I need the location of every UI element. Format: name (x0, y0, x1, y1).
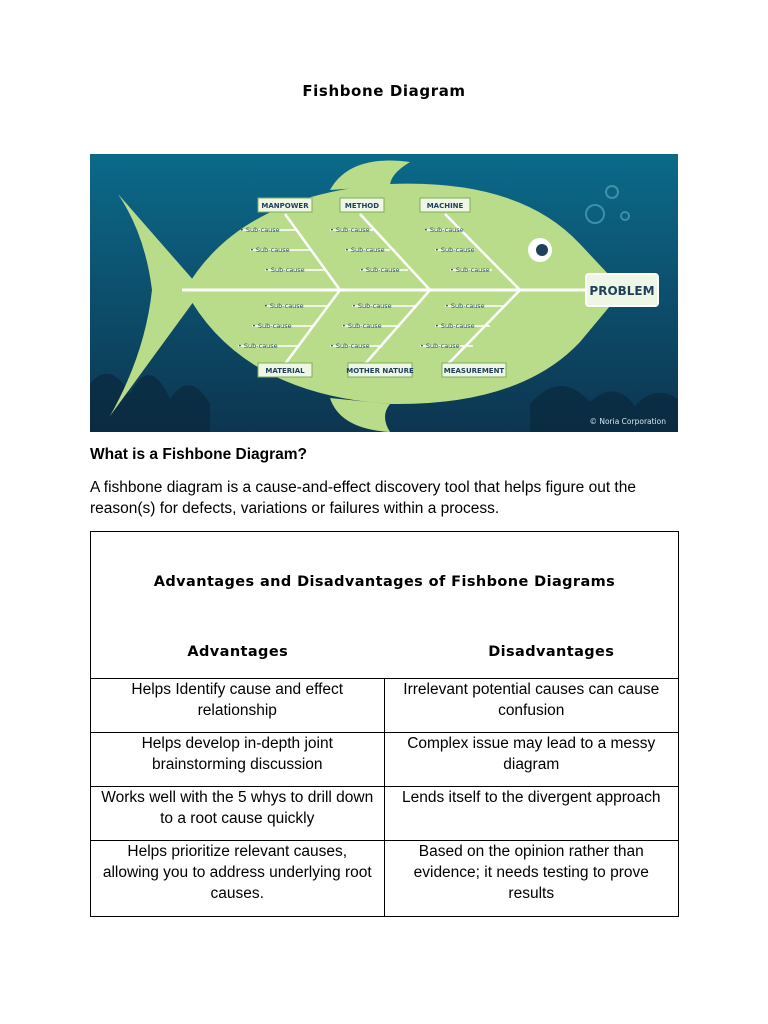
header-advantages: Advantages (187, 644, 289, 660)
advantage-cell: Helps Identify cause and effect relationship (91, 679, 385, 732)
disadvantage-cell: Irrelevant potential causes can cause confusion (403, 681, 660, 719)
figure-credit: © Noria Corporation (589, 417, 666, 426)
table-row (91, 733, 678, 787)
section-heading: What is a Fishbone Diagram? (90, 446, 308, 463)
disadvantage-cell: Lends itself to the divergent approach (401, 789, 661, 806)
fishbone-svg (90, 154, 678, 432)
subcause-label: • Sub-cause (420, 342, 460, 350)
subcause-label: • Sub-cause (360, 266, 400, 274)
label-method: METHOD (344, 202, 380, 210)
label-mother-nature: MOTHER NATURE (346, 367, 414, 375)
label-measurement: MEASUREMENT (443, 367, 505, 375)
advantage-cell: Helps develop in-depth joint brainstorming discussion (91, 733, 385, 786)
table-row (91, 787, 678, 841)
subcause-label: • Sub-cause (265, 266, 305, 274)
document-title: Fishbone Diagram (302, 82, 466, 100)
subcause-label: • Sub-cause (264, 302, 304, 310)
advantages-table (90, 531, 679, 917)
label-manpower: MANPOWER (261, 202, 309, 210)
subcause-label: • Sub-cause (450, 266, 490, 274)
subcause-label: • Sub-cause (238, 342, 278, 350)
subcause-label: • Sub-cause (252, 322, 292, 330)
fishbone-illustration (90, 154, 678, 432)
subcause-label: • Sub-cause (352, 302, 392, 310)
disadvantage-cell: Complex issue may lead to a messy diagram (407, 735, 656, 773)
label-machine: MACHINE (426, 202, 464, 210)
subcause-label: • Sub-cause (345, 246, 385, 254)
intro-paragraph: A fishbone diagram is a cause-and-effect discovery tool that helps figure out the reason(s) for defects, variations or failures within a process. (90, 479, 636, 517)
subcause-label: • Sub-cause (250, 246, 290, 254)
subcause-label: • Sub-cause (330, 226, 370, 234)
subcause-label: • Sub-cause (342, 322, 382, 330)
subcause-label: • Sub-cause (445, 302, 485, 310)
label-material: MATERIAL (265, 367, 305, 375)
table-caption: Advantages and Disadvantages of Fishbone Diagrams (153, 574, 616, 590)
table-row (91, 679, 678, 733)
fish-pupil (536, 244, 548, 256)
subcause-label: • Sub-cause (435, 322, 475, 330)
subcause-label: • Sub-cause (240, 226, 280, 234)
advantage-cell: Helps prioritize relevant causes, allowing you to address underlying root causes. (91, 841, 385, 916)
table-header-row (91, 632, 678, 679)
disadvantage-cell: Based on the opinion rather than evidence; it needs testing to prove results (413, 843, 649, 902)
advantage-cell: Works well with the 5 whys to drill down to a root cause quickly (91, 787, 385, 840)
problem-label: PROBLEM (589, 284, 655, 298)
header-disadvantages: Disadvantages (488, 644, 615, 660)
table-row (91, 841, 678, 916)
subcause-label: • Sub-cause (330, 342, 370, 350)
subcause-label: • Sub-cause (435, 246, 475, 254)
subcause-label: • Sub-cause (424, 226, 464, 234)
